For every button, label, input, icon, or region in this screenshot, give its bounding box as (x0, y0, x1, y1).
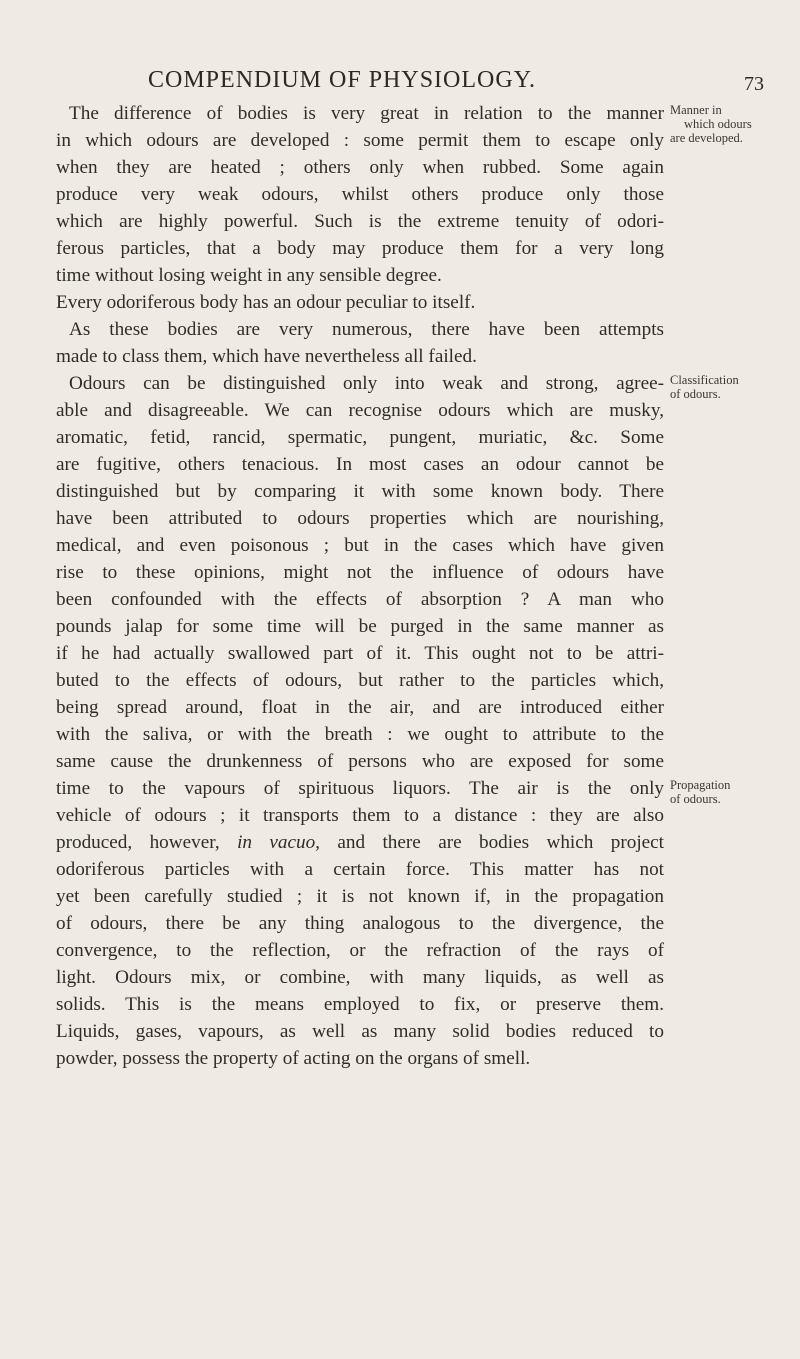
text-line: Odours can be distinguished only into weak and strong, agree- (69, 373, 664, 394)
text-line: odoriferous particles with a certain force. This matter has not (56, 859, 664, 880)
text-line: when they are heated ; others only when rubbed. Some again (56, 157, 664, 178)
text-line: yet been carefully studied ; it is not known if, in the propagation (56, 886, 664, 907)
text-line: being spread around, float in the air, and are introduced either (56, 697, 664, 718)
text-line: Liquids, gases, vapours, as well as many solid bodies reduced to (56, 1021, 664, 1042)
margin-note-manner: Manner in which odours are developed. (670, 103, 752, 145)
text-line: if he had actually swallowed part of it. This ought not to be attri- (56, 643, 664, 664)
text-line: As these bodies are very numerous, there have been attempts (69, 319, 664, 340)
text-line: light. Odours mix, or combine, with many liquids, as well as (56, 967, 664, 988)
text-line: vehicle of odours ; it transports them to a distance : they are also (56, 805, 664, 826)
text-line: made to class them, which have nevertheless all failed. (56, 346, 477, 367)
text-line: same cause the drunkenness of persons who are exposed for some (56, 751, 664, 772)
italic-phrase: in vacuo, (237, 832, 320, 853)
text-line: solids. This is the means employed to fix, or preserve them. (56, 994, 664, 1015)
text-line: are fugitive, others tenacious. In most cases an odour cannot be (56, 454, 664, 475)
text-line: of odours, there be any thing analogous to the divergence, the (56, 913, 664, 934)
text-line: time to the vapours of spirituous liquors. The air is the only (56, 778, 664, 799)
body-text (56, 100, 664, 1072)
text-line: ferous particles, that a body may produce them for a very long (56, 238, 664, 259)
text-line: buted to the effects of odours, but rather to the particles which, (56, 670, 664, 691)
text-line: able and disagreeable. We can recognise odours which are musky, (56, 400, 664, 421)
text-line: with the saliva, or with the breath : we ought to attribute to the (56, 724, 664, 745)
margin-note-classification: Classification of odours. (670, 373, 739, 401)
text-line: been confounded with the effects of absorption ? A man who (56, 589, 664, 610)
text-line: have been attributed to odours properties which are nourishing, (56, 508, 664, 529)
text-line: distinguished but by comparing it with some known body. There (56, 481, 664, 502)
text-line: powder, possess the property of acting on the organs of smell. (56, 1048, 531, 1069)
text-line: medical, and even poisonous ; but in the cases which have given (56, 535, 664, 556)
text-line: produced, however, in vacuo, and there are bodies which project (56, 832, 665, 853)
text-line: rise to these opinions, might not the influence of odours have (56, 562, 664, 583)
text-line: time without losing weight in any sensible degree. (56, 265, 442, 286)
text-line: convergence, to the reflection, or the refraction of the rays of (56, 940, 664, 961)
text-line: Every odoriferous body has an odour peculiar to itself. (56, 292, 476, 313)
margin-note-propagation: Propagation of odours. (670, 778, 731, 806)
page-number: 73 (744, 73, 764, 95)
running-head: COMPENDIUM OF PHYSIOLOGY. (148, 67, 536, 93)
page-header (0, 67, 800, 99)
text-line: The difference of bodies is very great in relation to the manner (69, 103, 664, 124)
text-line: aromatic, fetid, rancid, spermatic, pungent, muriatic, &c. Some (56, 427, 664, 448)
text-line: which are highly powerful. Such is the extreme tenuity of odori- (56, 211, 664, 232)
text-line: in which odours are developed : some permit them to escape only (56, 130, 664, 151)
text-line: produce very weak odours, whilst others produce only those (56, 184, 664, 205)
text-line: pounds jalap for some time will be purged in the same manner as (56, 616, 664, 637)
